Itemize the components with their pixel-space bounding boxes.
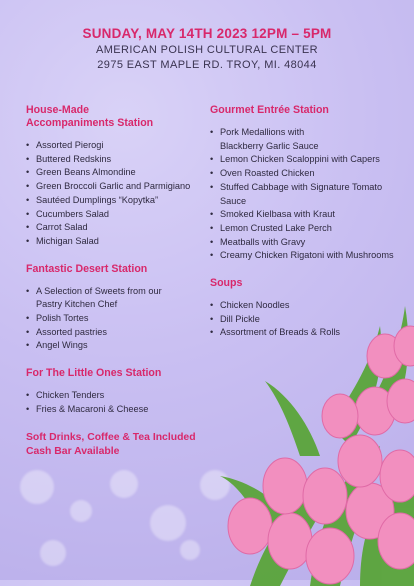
kids-title: For The Little Ones Station [26,367,162,380]
accompaniments-title: House-Made Accompaniments Station [26,104,154,129]
dessert-list [26,285,206,354]
tulip-flower [228,498,272,554]
list-item: • Fries & Macaroni & Cheese [26,403,206,417]
list-item: • Smoked Kielbasa with Kraut [210,208,400,222]
list-item: • Creamy Chicken Rigatoni with Mushrooms [210,249,400,263]
list-item: • Michigan Salad [26,235,206,249]
list-item: • Angel Wings [26,339,206,353]
event-date-time: SUNDAY, MAY 14TH 2023 12PM – 5PM [82,26,332,41]
list-item: • Green Broccoli Garlic and Parmigiano [26,180,206,194]
event-address: 2975 EAST MAPLE RD. TROY, MI. 48044 [97,59,317,71]
bokeh-light [40,540,66,566]
dessert-section [26,263,206,354]
kids-list [26,389,206,416]
bokeh-light [180,540,200,560]
list-item: • Lemon Crusted Lake Perch [210,222,400,236]
tulip-flower [268,513,312,569]
list-item: • Oven Roasted Chicken [210,167,400,181]
tulip-flower [338,435,382,487]
list-item: • Cucumbers Salad [26,208,206,222]
list-item: • Stuffed Cabbage with Signature Tomato Sauce [210,181,388,208]
bokeh-light [110,470,138,498]
event-venue: AMERICAN POLISH CULTURAL CENTER [95,44,319,56]
list-item: • Green Beans Almondine [26,166,206,180]
list-item: • Sautéed Dumplings “Kopytka” [26,194,206,208]
soups-title: Soups [210,277,243,290]
entree-title: Gourmet Entrée Station [210,104,329,116]
menu-left-column [26,104,206,459]
list-item: • Assorted Pierogi [26,139,206,153]
tulip-flower [303,468,347,524]
entree-section [210,104,400,263]
list-item: • Chicken Noodles [210,299,400,313]
event-header [0,26,414,71]
tulip-flower [263,458,307,514]
kids-section [26,367,206,416]
tulip-flower [380,450,414,502]
list-item: • Carrot Salad [26,221,206,235]
list-item: • Assortment of Breads & Rolls [210,326,400,340]
list-item: • Dill Pickle [210,313,400,327]
tulip-bouquet-illustration [210,286,414,586]
list-item: • Polish Tortes [26,312,206,326]
list-item: • Chicken Tenders [26,389,206,403]
accompaniments-section [26,104,206,249]
list-item: • Buttered Redskins [26,153,206,167]
list-item: • Lemon Chicken Scaloppini with Capers [210,153,400,167]
bokeh-light [70,500,92,522]
entree-list [210,126,400,263]
list-item: • A Selection of Sweets from our Pastry Kitchen Chef [26,285,171,312]
drinks-note: Soft Drinks, Coffee & Tea Included Cash Bar Available [26,431,196,457]
list-item: • Meatballs with Gravy [210,236,400,250]
dessert-title: Fantastic Desert Station [26,262,148,275]
bokeh-light [20,470,54,504]
bokeh-light [150,505,186,541]
list-item: • Pork Medallions with Blackberry Garlic Sauce [210,126,348,153]
tulip-flower [306,528,354,584]
tulip-flower [322,394,358,438]
accompaniments-list [26,139,206,249]
list-item: • Assorted pastries [26,326,206,340]
